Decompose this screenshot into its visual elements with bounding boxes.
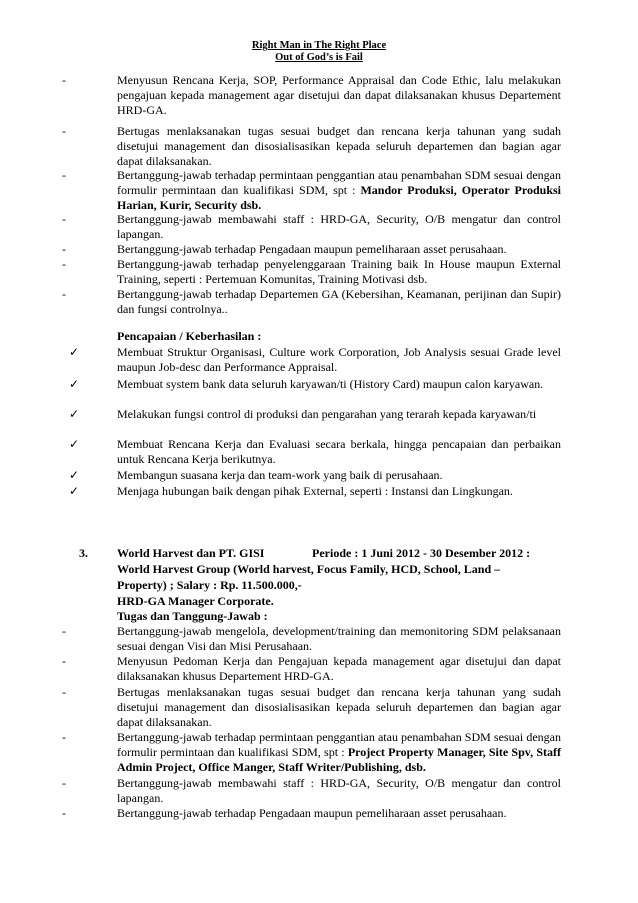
dash-marker: - xyxy=(62,685,66,699)
list-item-text xyxy=(117,168,561,213)
dash-marker: - xyxy=(62,730,66,744)
dash-marker: - xyxy=(62,212,66,226)
section-group-line: World Harvest Group (World harvest, Focus Family, HCD, School, Land – xyxy=(117,562,501,576)
list-item-text: Bertanggung-jawab membawahi staff : HRD-GA, Security, O/B mengatur dan control lapangan. xyxy=(117,212,561,241)
dash-marker: - xyxy=(62,257,66,271)
dash-marker: - xyxy=(62,776,66,790)
dash-marker: - xyxy=(62,242,66,256)
list-item-text-bold: Project Property Manager, Site Spv, Staff Admin Project, Office Manger, Staff Writer/Publishing, dsb. xyxy=(117,745,561,774)
header-subtitle: Out of God’s is Fail xyxy=(275,52,363,63)
section-company: World Harvest dan PT. GISI xyxy=(117,546,265,560)
list-item-text: Bertanggung-jawab terhadap Departemen GA (Kebersihan, Keamanan, perijinan dan Supir) dan fungsi controlnya.. xyxy=(117,287,561,316)
list-item-text: Membuat Rencana Kerja dan Evaluasi secara berkala, hingga pencapaian dan perbaikan untuk Rencana Kerja berikutnya. xyxy=(117,437,561,466)
section-position: HRD-GA Manager Corporate. xyxy=(117,594,274,608)
check-icon: ✓ xyxy=(69,377,80,391)
check-icon: ✓ xyxy=(69,407,80,421)
dash-marker: - xyxy=(62,654,66,668)
list-item-text xyxy=(117,730,561,775)
list-item-text-bold: Mandor Produksi, Operator Produksi Harian, Kurir, Security dsb. xyxy=(117,183,561,212)
section-duties-title: Tugas dan Tanggung-Jawab : xyxy=(117,609,268,623)
list-item-text: Bertanggung-jawab terhadap penyelenggaraan Training baik In House maupun External Training, seperti : Pertemuan Komunitas, Training Motivasi dsb. xyxy=(117,257,561,286)
dash-marker: - xyxy=(62,124,66,138)
list-item-text: Menjaga hubungan baik dengan pihak External, seperti : Instansi dan Lingkungan. xyxy=(117,484,513,498)
list-item-text: Bertanggung-jawab terhadap Pengadaan maupun pemeliharaan asset perusahaan. xyxy=(117,806,507,820)
check-icon: ✓ xyxy=(69,345,80,359)
list-item-text-plain: Bertanggung-jawab terhadap permintaan penggantian atau penambahan SDM sesuai dengan formulir permintaan dan kualifikasi SDM, spt : xyxy=(117,730,561,759)
list-item-text: Bertugas menlaksanakan tugas sesuai budget dan rencana kerja tahunan yang sudah disetujui management dan disosialisasikan kepada seluruh departemen dan bagian agar dapat dilaksanakan. xyxy=(117,685,561,729)
dash-marker: - xyxy=(62,287,66,301)
list-item-text: Membuat system bank data seluruh karyawan/ti (History Card) maupun calon karyawan. xyxy=(117,377,544,391)
check-icon: ✓ xyxy=(69,468,80,482)
header-title: Right Man in The Right Place xyxy=(251,40,387,51)
check-icon: ✓ xyxy=(69,437,80,451)
list-item-text: Menyusun Pedoman Kerja dan Pengajuan kepada management agar disetujui dan dapat dilaksanakan khusus Departement HRD-GA. xyxy=(117,654,561,683)
dash-marker: - xyxy=(62,73,66,87)
dash-marker: - xyxy=(62,624,66,638)
section-salary-line: Property) ; Salary : Rp. 11.500.000,- xyxy=(117,578,302,592)
check-icon: ✓ xyxy=(69,484,80,498)
list-item-text: Membangun suasana kerja dan team-work yang baik di perusahaan. xyxy=(117,468,443,482)
list-item-text: Menyusun Rencana Kerja, SOP, Performance Appraisal dan Code Ethic, lalu melakukan pengajuan kepada management agar disetujui dan dapat dilaksanakan khusus Departement HRD-GA. xyxy=(117,73,561,117)
list-item-text-plain: Bertanggung-jawab terhadap permintaan penggantian atau penambahan SDM sesuai dengan formulir permintaan dan kualifikasi SDM, spt : xyxy=(117,168,561,197)
list-item-text: Bertanggung-jawab terhadap Pengadaan maupun pemeliharaan asset perusahaan. xyxy=(117,242,507,256)
list-item-text: Membuat Struktur Organisasi, Culture work Corporation, Job Analysis sesuai Grade level maupun Job-desc dan Performance Appraisal. xyxy=(117,345,561,374)
achievements-title: Pencapaian / Keberhasilan : xyxy=(117,329,262,343)
dash-marker: - xyxy=(62,168,66,182)
list-item-text: Melakukan fungsi control di produksi dan pengarahan yang terarah kepada karyawan/ti xyxy=(117,407,537,421)
list-item-text: Bertugas menlaksanakan tugas sesuai budget dan rencana kerja tahunan yang sudah disetujui management dan disosialisasikan kepada seluruh departemen dan bagian agar dapat dilaksanakan. xyxy=(117,124,561,168)
section-number: 3. xyxy=(79,546,88,560)
dash-marker: - xyxy=(62,806,66,820)
list-item-text: Bertanggung-jawab membawahi staff : HRD-GA, Security, O/B mengatur dan control lapangan. xyxy=(117,776,561,805)
list-item-text: Bertanggung-jawab mengelola, development/training dan memonitoring SDM pelaksanaan sesuai dengan Visi dan Misi Perusahaan. xyxy=(117,624,561,653)
section-period: Periode : 1 Juni 2012 - 30 Desember 2012 : xyxy=(312,546,531,560)
